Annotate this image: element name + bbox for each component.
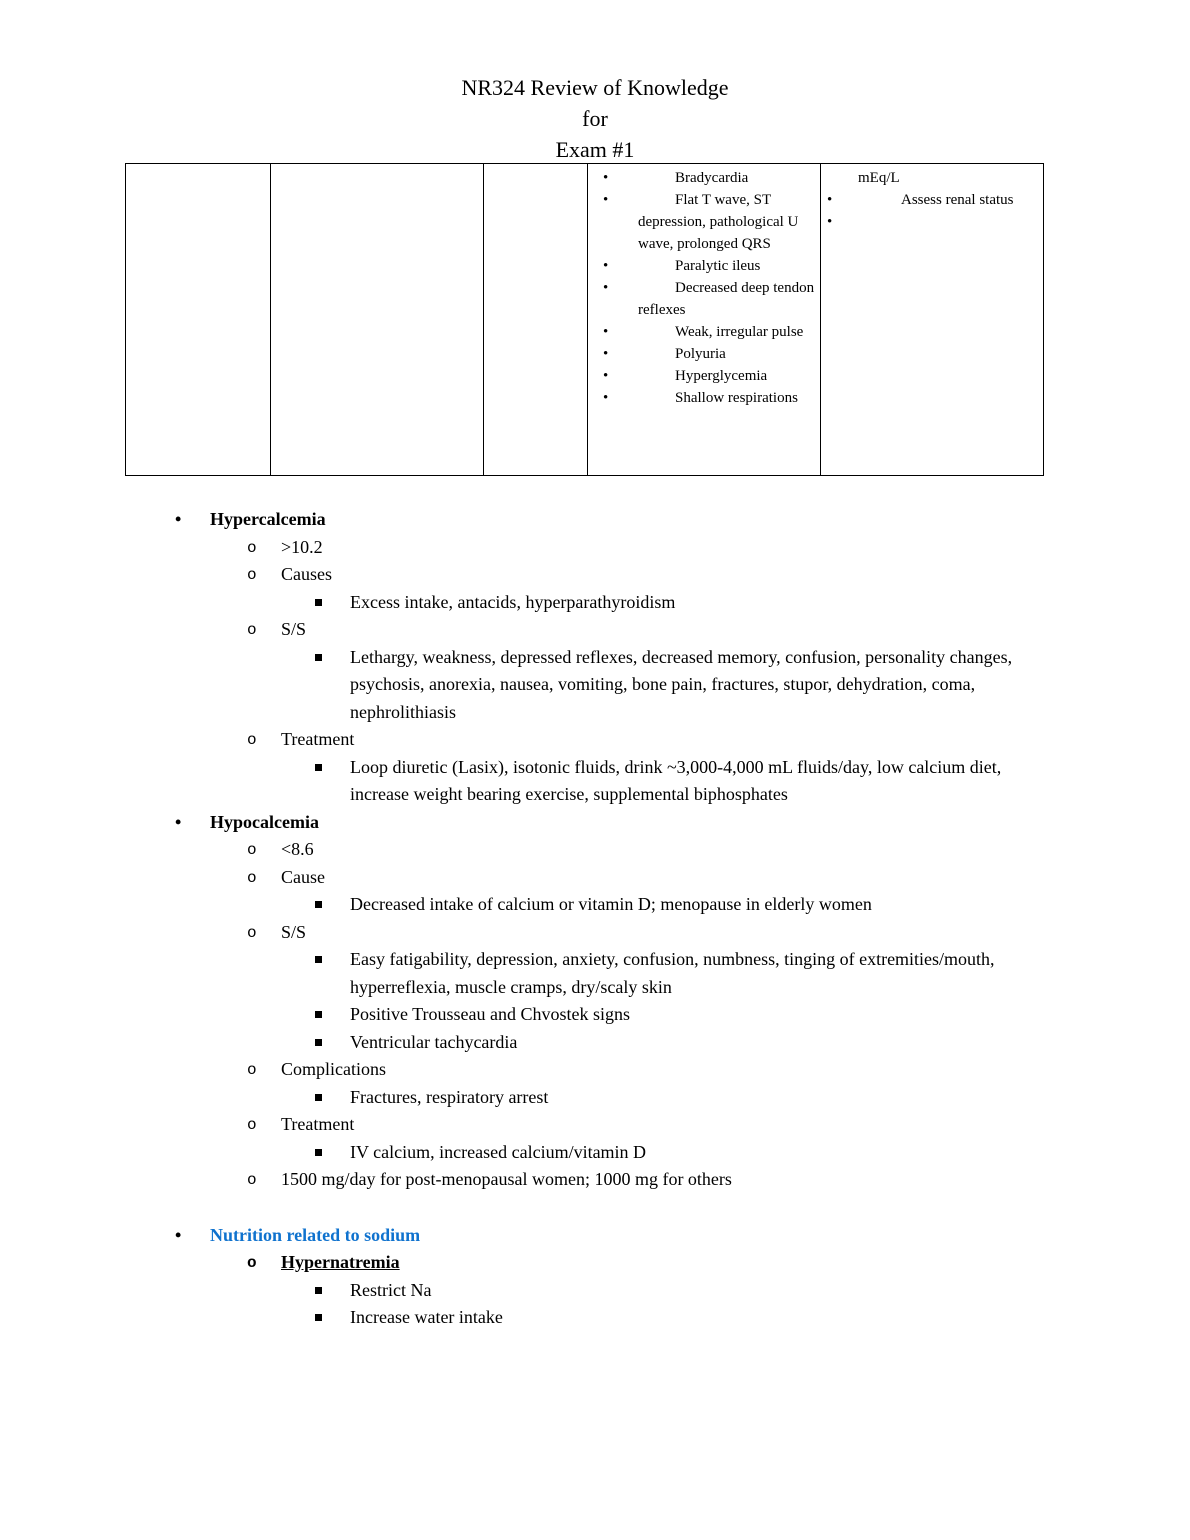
square-bullet-icon — [315, 1287, 322, 1294]
table-row — [126, 164, 1044, 476]
outline-item-l3 — [125, 1001, 1035, 1029]
outline-item-text: Excess intake, antacids, hyperparathyroidism — [350, 591, 676, 612]
outline-item-l3 — [125, 891, 1035, 919]
outline-item-l3 — [125, 644, 1035, 727]
outline-item-l3 — [125, 946, 1035, 1001]
table-bullet-item — [588, 255, 816, 277]
circle-bullet-icon: o — [247, 566, 257, 584]
outline-item-l3 — [125, 589, 1035, 617]
circle-bullet-icon: o — [247, 1116, 257, 1134]
disc-bullet-icon: • — [175, 1224, 182, 1245]
table-item-text: Polyuria — [675, 346, 726, 362]
outline-item-l3 — [125, 754, 1035, 809]
disc-bullet-icon: • — [603, 390, 609, 406]
outline-item-text: Hypercalcemia — [210, 509, 326, 529]
table-item-text: mEq/L — [858, 170, 900, 186]
outline-item-text: Positive Trousseau and Chvostek signs — [350, 1004, 631, 1024]
circle-bullet-icon: o — [247, 868, 257, 887]
disc-bullet-icon: • — [603, 346, 609, 362]
outline-item-text: S/S — [281, 619, 307, 639]
doc-title-line-1: NR324 Review of Knowledge — [461, 75, 729, 100]
outline-item-l3 — [125, 1304, 1035, 1332]
outline-item-text: Ventricular tachycardia — [350, 1031, 518, 1052]
table-bullet-item — [588, 321, 816, 343]
circle-bullet-icon: o — [247, 731, 257, 749]
outline-item-l2 — [125, 836, 1035, 864]
outline-item-text: Loop diuretic (Lasix), isotonic fluids, drink ~3,000-4,000 mL fluids/day, low calcium diet, increase weight bearing exercise, supplemental biphosphates — [350, 756, 1002, 804]
table-bullet-item — [588, 343, 816, 365]
outline-item-l2 — [125, 616, 1035, 644]
outline-item-text: Complications — [281, 1059, 386, 1079]
outline-item-l1 — [125, 506, 1035, 534]
table-cell-signs-symptoms — [588, 164, 821, 476]
disc-bullet-icon: • — [603, 170, 609, 186]
outline-item-text: Cause — [281, 866, 325, 887]
outline-item-text: Fractures, respiratory arrest — [350, 1086, 549, 1107]
outline-item-l2 — [125, 1249, 1035, 1277]
doc-title-line-2: for — [582, 106, 608, 131]
outline-item-text: Hypocalcemia — [210, 811, 319, 832]
circle-bullet-icon: o — [247, 538, 257, 557]
outline-item-text: 1500 mg/day for post-menopausal women; 1000 mg for others — [281, 1169, 732, 1189]
square-bullet-icon — [315, 1011, 322, 1018]
disc-bullet-icon: • — [175, 509, 182, 529]
table-cell-2 — [271, 164, 484, 476]
circle-bullet-icon: o — [247, 923, 257, 942]
table-item-text: Decreased deep tendon reflexes — [638, 280, 815, 318]
outline-item-l2 — [125, 561, 1035, 589]
disc-bullet-icon: • — [603, 324, 609, 340]
square-bullet-icon — [315, 1314, 322, 1321]
table-bullet-item — [588, 387, 816, 409]
outline-item-l2 — [125, 919, 1035, 947]
outline-item-text: Increase water intake — [350, 1307, 503, 1327]
outline-item-l3 — [125, 1084, 1035, 1112]
table-bullet-item — [588, 189, 816, 255]
square-bullet-icon — [315, 599, 322, 606]
disc-bullet-icon: • — [603, 258, 609, 274]
outline-item-text: IV calcium, increased calcium/vitamin D — [350, 1141, 647, 1162]
table-item-text: Paralytic ileus — [675, 258, 761, 274]
outline-item-text: Nutrition related to sodium — [210, 1224, 421, 1245]
doc-title-line-3: Exam #1 — [555, 137, 635, 162]
outline-item-text: Treatment — [281, 1114, 355, 1134]
circle-bullet-icon: o — [247, 1254, 257, 1272]
outline-item-text: <8.6 — [281, 839, 314, 859]
outline — [125, 506, 1035, 1332]
content-table — [125, 163, 1044, 476]
table-item-text: Shallow respirations — [675, 390, 798, 406]
square-bullet-icon — [315, 1149, 322, 1156]
outline-item-l2 — [125, 534, 1035, 562]
outline-item-text: Decreased intake of calcium or vitamin D; menopause in elderly women — [350, 894, 872, 914]
table-cell-1 — [126, 164, 271, 476]
circle-bullet-icon: o — [247, 1171, 257, 1189]
table-bullet-item — [821, 167, 1039, 189]
disc-bullet-icon: • — [603, 368, 609, 384]
outline-item-text: Hypernatremia — [281, 1252, 400, 1272]
outline-item-l2 — [125, 864, 1035, 892]
table-bullet-item — [588, 365, 816, 387]
table-item-text: Flat T wave, ST depression, pathological U wave, prolonged QRS — [638, 192, 799, 252]
outline-item-text: Causes — [281, 564, 332, 584]
outline-item-l2 — [125, 726, 1035, 754]
outline-item-text: Restrict Na — [350, 1279, 432, 1300]
disc-bullet-icon: • — [827, 214, 833, 230]
outline-item-l3 — [125, 1029, 1035, 1057]
square-bullet-icon — [315, 1039, 322, 1046]
outline-item-l1 — [125, 809, 1035, 837]
outline-item-l2 — [125, 1111, 1035, 1139]
disc-bullet-icon: • — [603, 192, 609, 208]
table-bullet-item — [821, 189, 1039, 211]
table-item-text: Hyperglycemia — [675, 368, 768, 384]
square-bullet-icon — [315, 1094, 322, 1101]
table-item-text: Bradycardia — [675, 170, 749, 186]
outline-item-l1 — [125, 1222, 1035, 1250]
table-item-text: Assess renal status — [901, 192, 1014, 208]
outline-item-text: S/S — [281, 921, 307, 942]
table-cell-3 — [484, 164, 588, 476]
table-bullet-item — [821, 211, 1039, 233]
circle-bullet-icon: o — [247, 841, 257, 859]
square-bullet-icon — [315, 956, 322, 963]
square-bullet-icon — [315, 901, 322, 908]
circle-bullet-icon: o — [247, 1061, 257, 1079]
outline-item-text: Treatment — [281, 729, 355, 749]
outline-item-l3 — [125, 1277, 1035, 1305]
outline-item-l2 — [125, 1166, 1035, 1194]
outline-item-text: Easy fatigability, depression, anxiety, confusion, numbness, tinging of extremities/mouth, hyperreflexia, muscle cramps, dry/scaly skin — [350, 949, 995, 997]
circle-bullet-icon: o — [247, 621, 257, 639]
outline-item-text: Lethargy, weakness, depressed reflexes, decreased memory, confusion, personality changes, psychosis, anorexia, nausea, vomiting, bone pain, fractures, stupor, dehydration, coma, nephrolithiasis — [350, 646, 1013, 722]
table-bullet-item — [588, 167, 816, 189]
table-bullet-item — [588, 277, 816, 321]
outline-item-l3 — [125, 1139, 1035, 1167]
disc-bullet-icon: • — [827, 192, 833, 208]
square-bullet-icon — [315, 654, 322, 661]
outline-item-text: >10.2 — [281, 536, 323, 557]
table-cell-interventions — [821, 164, 1044, 476]
disc-bullet-icon: • — [603, 280, 609, 296]
table-item-text: Weak, irregular pulse — [675, 324, 804, 340]
doc-title — [0, 72, 1190, 165]
square-bullet-icon — [315, 764, 322, 771]
disc-bullet-icon: • — [175, 811, 182, 832]
outline-item-l2 — [125, 1056, 1035, 1084]
